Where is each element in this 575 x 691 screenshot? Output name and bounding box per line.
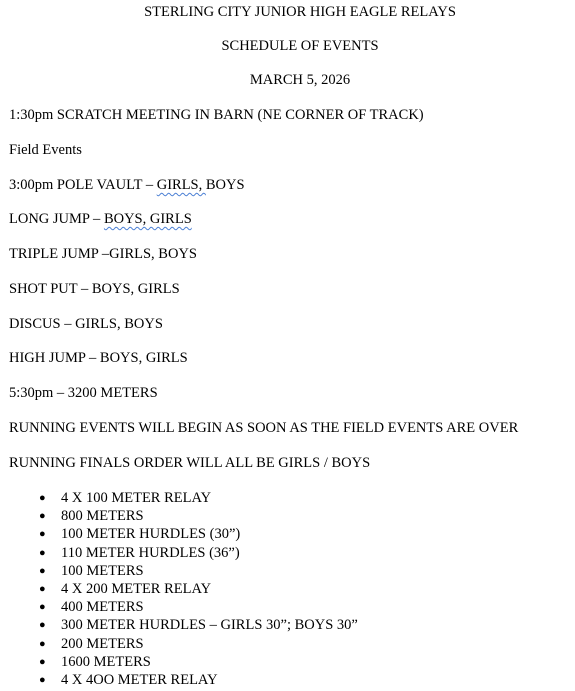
bullet-icon: ●: [39, 673, 46, 686]
bullet-icon: ●: [39, 582, 46, 595]
running-finals-order-line: RUNNING FINALS ORDER WILL ALL BE GIRLS / BOYS: [9, 455, 371, 471]
running-event-label: 800 METERS: [61, 508, 144, 525]
pole-vault-girls: GIRLS,: [156, 177, 206, 193]
bullet-icon: ●: [39, 492, 46, 504]
running-event-label: 4 X 200 METER RELAY: [61, 580, 212, 597]
field-events-heading: Field Events: [9, 142, 82, 158]
document-date: MARCH 5, 2026: [249, 72, 351, 88]
document-subtitle: SCHEDULE OF EVENTS: [221, 38, 379, 54]
shot-put-line: SHOT PUT – BOYS, GIRLS: [9, 281, 180, 297]
bullet-icon: ●: [39, 655, 46, 668]
pole-vault-prefix: 3:00pm POLE VAULT –: [9, 177, 157, 193]
bullet-icon: ●: [39, 528, 46, 541]
running-event-label: 200 METERS: [61, 635, 144, 652]
running-event-label: 110 METER HURDLES (36”): [61, 544, 240, 561]
bullet-icon: ●: [39, 546, 46, 559]
running-event-label: 100 METERS: [61, 562, 144, 579]
running-event-label: 300 METER HURDLES – GIRLS 30”; BOYS 30”: [61, 617, 358, 634]
running-events-begin-line: RUNNING EVENTS WILL BEGIN AS SOON AS THE FIELD EVENTS ARE OVER: [9, 420, 519, 436]
bullet-icon: ●: [39, 637, 46, 650]
high-jump-line: HIGH JUMP – BOYS, GIRLS: [9, 350, 188, 366]
bullet-icon: ●: [39, 564, 46, 577]
running-event-label: 100 METER HURDLES (30”): [61, 526, 241, 543]
running-event-label: 4 X 100 METER RELAY: [61, 490, 212, 506]
long-jump-boys-girls: BOYS, GIRLS: [103, 211, 192, 227]
long-jump-prefix: LONG JUMP –: [9, 211, 104, 227]
discus-line: DISCUS – GIRLS, BOYS: [9, 316, 163, 332]
running-event-label: 400 METERS: [61, 599, 144, 616]
bullet-icon: ●: [39, 601, 46, 614]
3200-meters-line: 5:30pm – 3200 METERS: [9, 385, 158, 401]
long-jump-line: [9, 210, 192, 228]
running-event-label: 4 X 4OO METER RELAY: [61, 671, 218, 688]
pole-vault-line: [9, 176, 245, 194]
document-title: STERLING CITY JUNIOR HIGH EAGLE RELAYS: [144, 4, 456, 20]
pole-vault-suffix: BOYS: [205, 177, 245, 193]
running-event-label: 1600 METERS: [61, 653, 151, 670]
scratch-meeting-line: 1:30pm SCRATCH MEETING IN BARN (NE CORNER OF TRACK): [9, 107, 424, 123]
bullet-icon: ●: [39, 510, 46, 523]
bullet-icon: ●: [39, 619, 46, 632]
triple-jump-line: TRIPLE JUMP –GIRLS, BOYS: [9, 246, 197, 262]
